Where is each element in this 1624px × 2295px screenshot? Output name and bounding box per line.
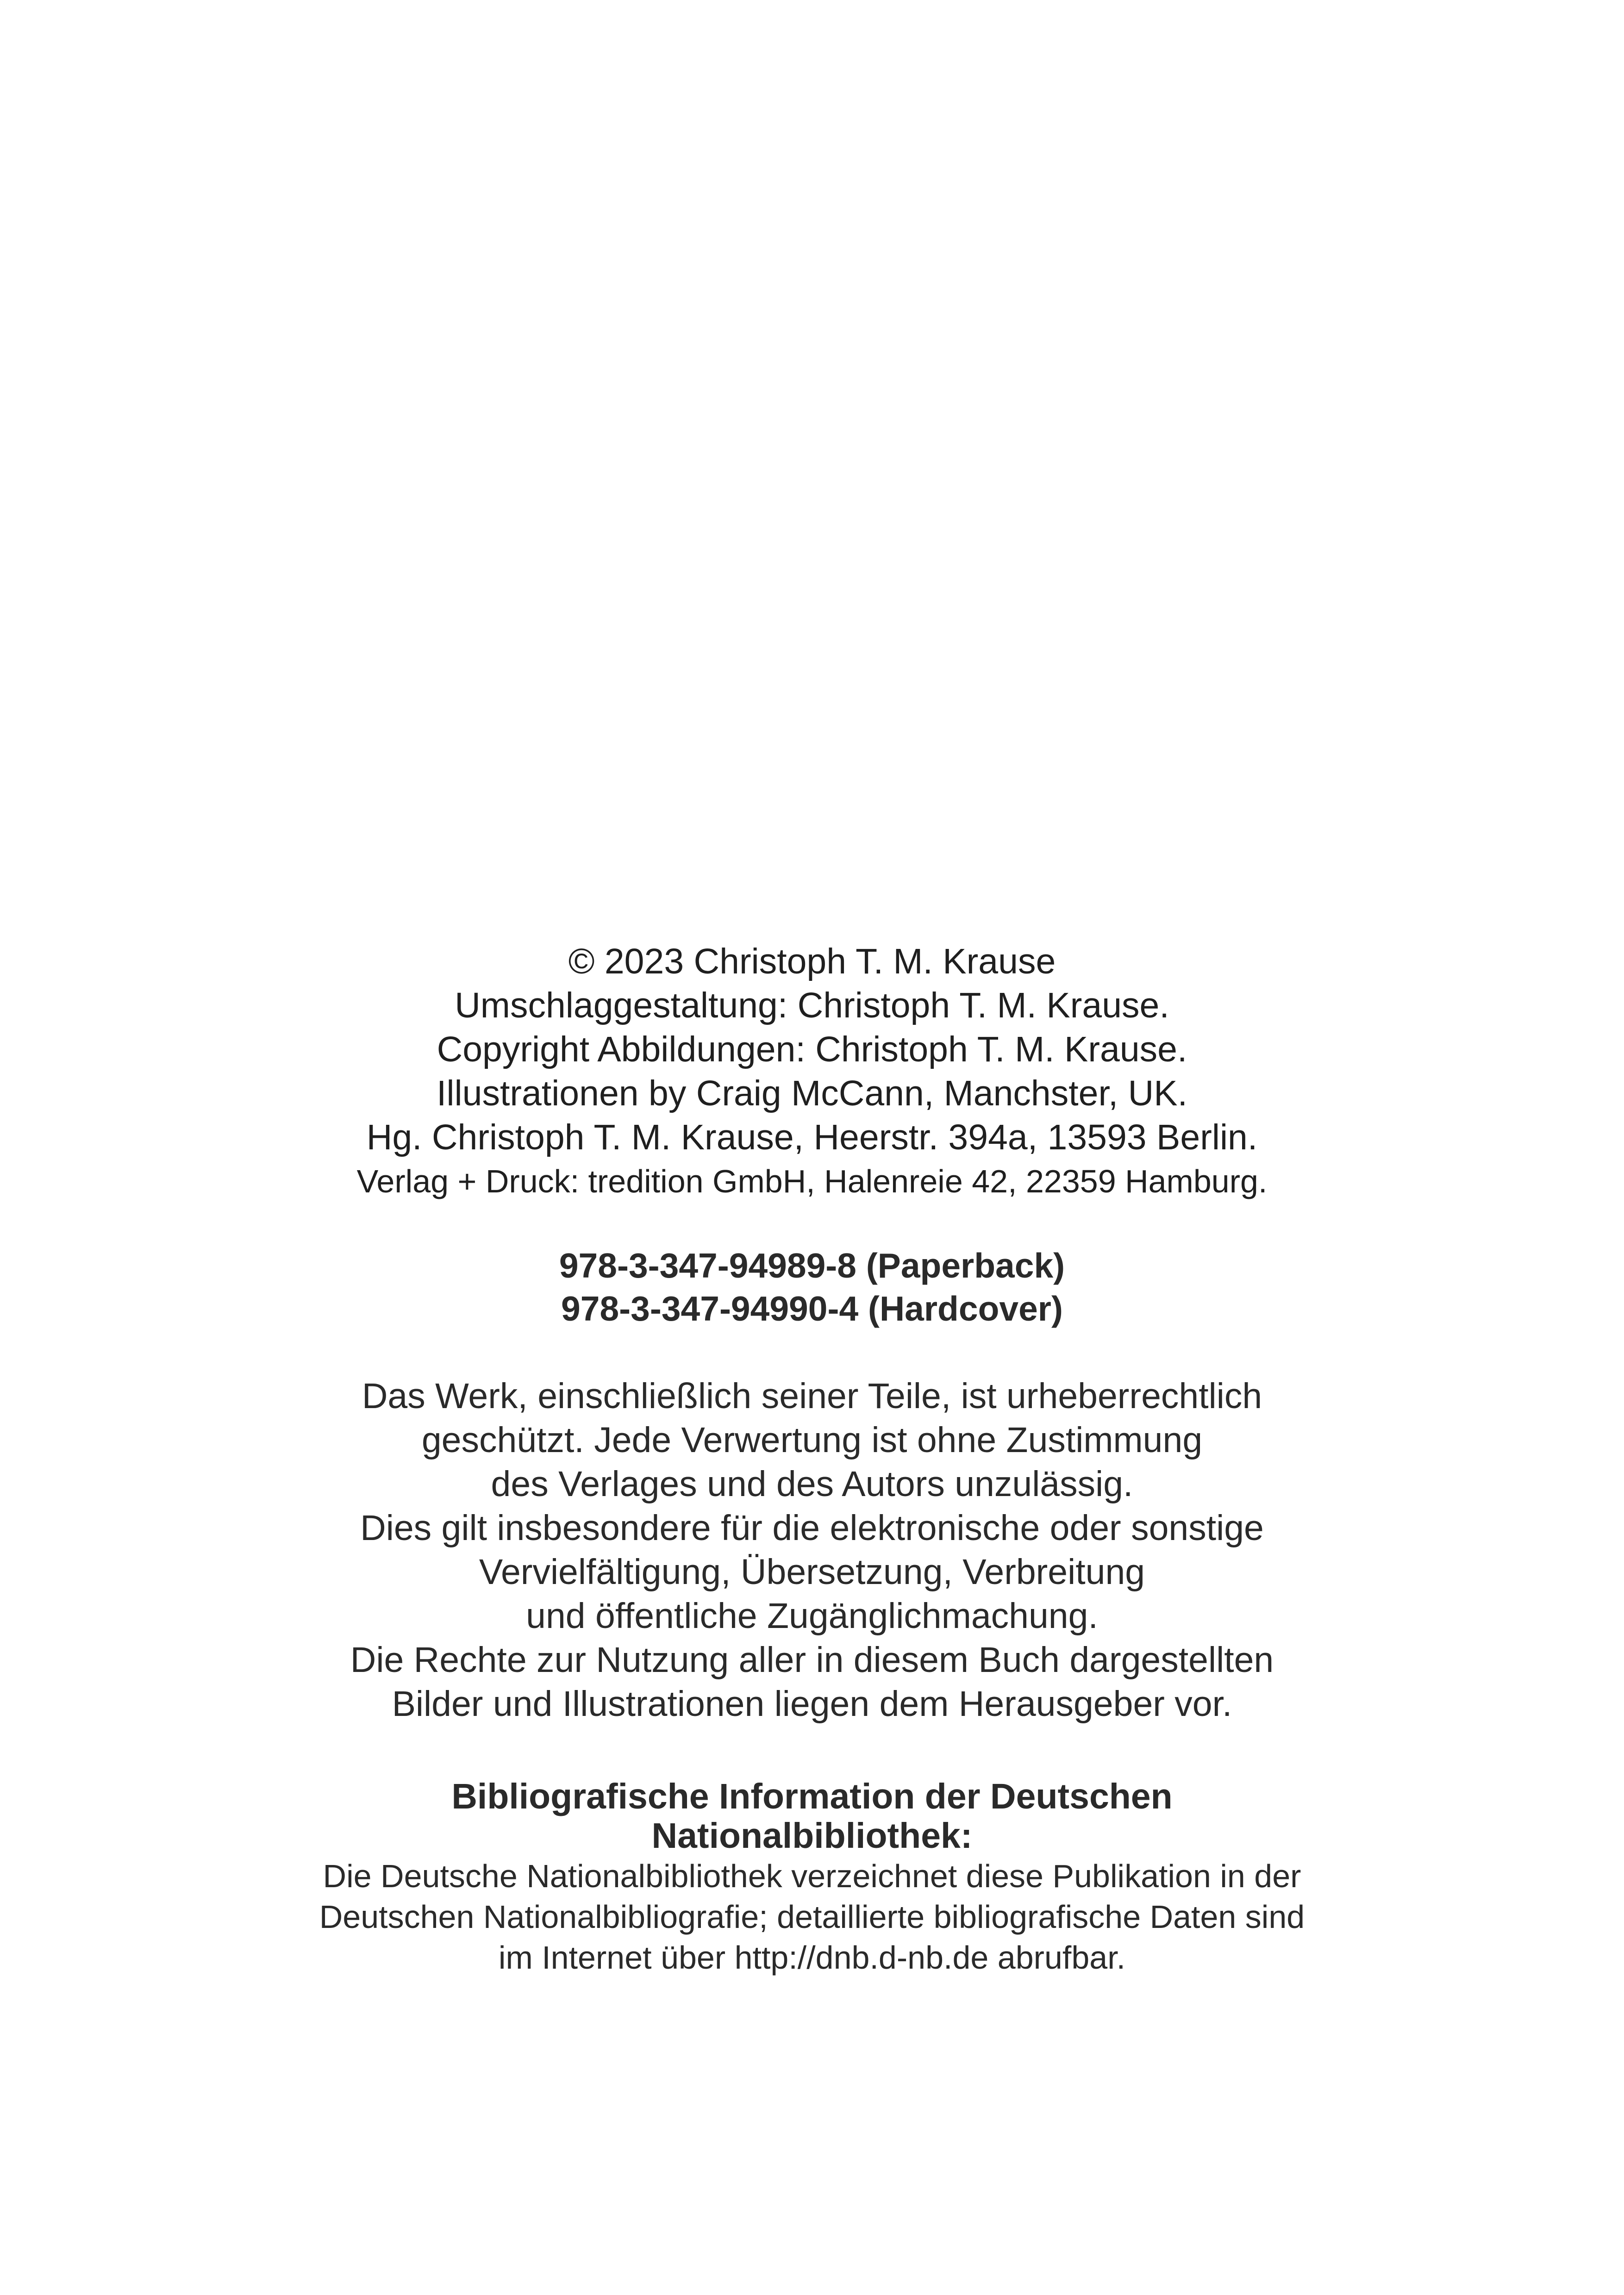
bibliographic-text: Die Deutsche Nationalbibliothek verzeichnet diese Publikation in der (323, 1858, 1301, 1894)
imprint-block (0, 940, 1624, 1978)
rights-notice (0, 1374, 1624, 1726)
bibliographic-heading: Nationalbibliothek: (651, 1816, 973, 1856)
image-copyright-line: Copyright Abbildungen: Christoph T. M. Krause. (437, 1029, 1187, 1069)
rights-line: des Verlages und des Autors unzulässig. (491, 1464, 1133, 1504)
rights-line: Dies gilt insbesondere für die elektronische oder sonstige (360, 1508, 1264, 1548)
bibliographic-heading: Bibliografische Information der Deutschen (451, 1777, 1173, 1816)
rights-line: geschützt. Jede Verwertung ist ohne Zustimmung (421, 1420, 1203, 1460)
bibliographic-info (0, 1777, 1624, 1978)
publisher-line: Verlag + Druck: tredition GmbH, Halenreie 42, 22359 Hamburg. (356, 1163, 1268, 1199)
rights-line: Die Rechte zur Nutzung aller in diesem Buch dargestellten (350, 1640, 1274, 1680)
isbn-section (0, 1244, 1624, 1330)
rights-line: Vervielfältigung, Übersetzung, Verbreitung (479, 1552, 1145, 1592)
illustrations-line: Illustrationen by Craig McCann, Manchster, UK. (437, 1073, 1187, 1113)
isbn-hardcover: 978-3-347-94990-4 (Hardcover) (561, 1289, 1063, 1328)
bibliographic-text: Deutschen Nationalbibliografie; detaillierte bibliografische Daten sind (319, 1899, 1305, 1935)
rights-line: Das Werk, einschließlich seiner Teile, ist urheberrechtlich (362, 1376, 1262, 1416)
credits-section (0, 940, 1624, 1204)
bibliographic-text: im Internet über http://dnb.d-nb.de abrufbar. (498, 1940, 1126, 1976)
editor-address-line: Hg. Christoph T. M. Krause, Heerstr. 394a, 13593 Berlin. (366, 1117, 1258, 1157)
rights-line: und öffentliche Zugänglichmachung. (526, 1596, 1098, 1636)
isbn-paperback: 978-3-347-94989-8 (Paperback) (559, 1246, 1065, 1285)
cover-design-line: Umschlaggestaltung: Christoph T. M. Krause. (455, 985, 1169, 1025)
copyright-line: © 2023 Christoph T. M. Krause (568, 942, 1056, 981)
rights-line: Bilder und Illustrationen liegen dem Herausgeber vor. (392, 1684, 1232, 1724)
